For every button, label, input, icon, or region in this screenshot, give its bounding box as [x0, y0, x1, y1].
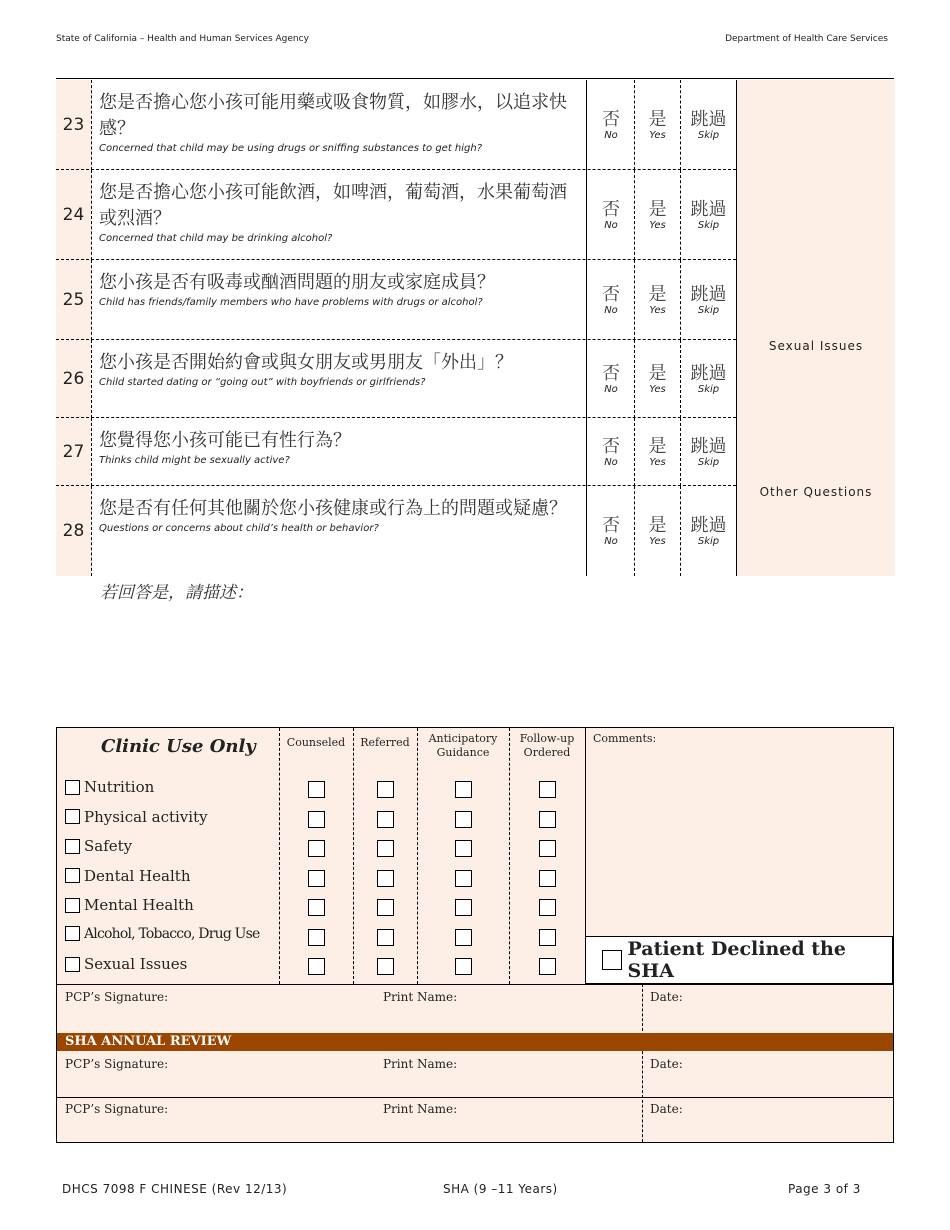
print-name-label: Print Name:	[383, 990, 458, 1004]
question-row	[56, 418, 894, 486]
answer-no[interactable]	[588, 418, 635, 486]
answer-no[interactable]	[588, 340, 635, 418]
checkbox-follow-up[interactable]	[539, 958, 556, 975]
clinic-topic-row[interactable]	[65, 896, 194, 914]
date-label: Date:	[650, 990, 683, 1004]
no-zh: 否	[602, 435, 620, 457]
clinic-topic-row[interactable]	[65, 808, 208, 826]
question-zh: 您小孩是否開始約會或與女朋友或男朋友「外出」？	[99, 352, 513, 373]
answer-skip[interactable]	[681, 486, 736, 576]
checkbox-anticipatory[interactable]	[455, 870, 472, 887]
skip-zh: 跳過	[690, 198, 727, 220]
checkbox-referred[interactable]	[377, 870, 394, 887]
question-number: 28	[56, 486, 92, 576]
checkbox-follow-up[interactable]	[539, 899, 556, 916]
answer-no[interactable]	[588, 260, 635, 340]
divider	[56, 78, 894, 79]
answer-skip[interactable]	[681, 170, 736, 260]
answer-skip[interactable]	[681, 418, 736, 486]
pcp-signature-label: PCP’s Signature:	[65, 1057, 169, 1071]
question-en: Thinks child might be sexually active?	[99, 455, 290, 466]
col-counseled: Counseled	[286, 736, 346, 749]
no-en: No	[604, 219, 618, 231]
no-zh: 否	[602, 362, 620, 384]
form-title: SHA (9 –11 Years)	[443, 1182, 558, 1196]
clinic-topic-row[interactable]	[65, 778, 154, 796]
skip-zh: 跳過	[690, 283, 727, 305]
answer-skip[interactable]	[681, 340, 736, 418]
yes-zh: 是	[648, 362, 667, 384]
checkbox-referred[interactable]	[377, 929, 394, 946]
question-number: 27	[56, 418, 92, 486]
checkbox-counseled[interactable]	[308, 840, 325, 857]
question-en: Concerned that child may be drinking alcohol?	[99, 233, 333, 244]
question-row	[56, 486, 894, 576]
no-en: No	[604, 383, 618, 395]
clinic-topic-row[interactable]	[65, 837, 132, 855]
checkbox[interactable]	[65, 839, 80, 854]
checkbox-counseled[interactable]	[308, 899, 325, 916]
section-other-questions: Other Questions	[759, 485, 873, 499]
skip-en: Skip	[697, 456, 720, 468]
checkbox-referred[interactable]	[377, 840, 394, 857]
checkbox[interactable]	[65, 868, 80, 883]
yes-zh: 是	[648, 514, 667, 536]
question-row	[56, 170, 894, 260]
yes-en: Yes	[649, 535, 666, 547]
col-anticipatory: Anticipatory Guidance	[428, 732, 498, 759]
pcp-signature-label: PCP’s Signature:	[65, 990, 169, 1004]
skip-en: Skip	[697, 383, 720, 395]
no-zh: 否	[602, 514, 620, 536]
question-number: 25	[56, 260, 92, 340]
question-row	[56, 260, 894, 340]
answer-no[interactable]	[588, 170, 635, 260]
skip-zh: 跳過	[690, 435, 727, 457]
answer-yes[interactable]	[635, 260, 681, 340]
checkbox-anticipatory[interactable]	[455, 899, 472, 916]
question-en: Concerned that child may be using drugs or sniffing substances to get high?	[99, 143, 483, 154]
no-en: No	[604, 304, 618, 316]
skip-en: Skip	[697, 304, 720, 316]
answer-yes[interactable]	[635, 486, 681, 576]
checkbox-referred[interactable]	[377, 958, 394, 975]
checkbox-referred[interactable]	[377, 781, 394, 798]
checkbox-counseled[interactable]	[308, 929, 325, 946]
no-en: No	[604, 129, 618, 141]
answer-yes[interactable]	[635, 340, 681, 418]
col-follow-up: Follow-up Ordered	[519, 732, 575, 759]
question-row	[56, 340, 894, 418]
no-zh: 否	[602, 198, 620, 220]
print-name-label: Print Name:	[383, 1057, 458, 1071]
checkbox-follow-up[interactable]	[539, 840, 556, 857]
checkbox-referred[interactable]	[377, 899, 394, 916]
form-number: DHCS 7098 F CHINESE (Rev 12/13)	[62, 1182, 288, 1196]
checkbox[interactable]	[65, 780, 80, 795]
topic-label: Physical activity	[84, 807, 208, 826]
topic-label: Sexual Issues	[84, 955, 188, 973]
checkbox-anticipatory[interactable]	[455, 811, 472, 828]
yes-en: Yes	[649, 456, 666, 468]
answer-no[interactable]	[588, 486, 635, 576]
checkbox-counseled[interactable]	[308, 781, 325, 798]
skip-en: Skip	[697, 535, 720, 547]
topic-label: Safety	[84, 837, 133, 855]
skip-zh: 跳過	[690, 514, 727, 536]
yes-en: Yes	[649, 219, 666, 231]
answer-no[interactable]	[588, 80, 635, 170]
agency-header: State of California – Health and Human Services Agency	[56, 34, 309, 44]
question-zh: 您是否擔心您小孩可能用藥或吸食物質，如膠水，以追求快感？	[99, 92, 567, 139]
page-number: Page 3 of 3	[788, 1182, 861, 1196]
question-number: 24	[56, 170, 92, 260]
clinic-topic-row[interactable]	[65, 867, 191, 885]
yes-en: Yes	[649, 383, 666, 395]
answer-yes[interactable]	[635, 80, 681, 170]
topic-label: Mental Health	[84, 896, 194, 914]
question-en: Child started dating or “going out” with boyfriends or girlfriends?	[99, 377, 426, 388]
date-label: Date:	[650, 1102, 683, 1116]
checkbox-counseled[interactable]	[308, 958, 325, 975]
yes-zh: 是	[648, 198, 667, 220]
topic-label: Nutrition	[84, 778, 155, 796]
question-en: Questions or concerns about child’s health or behavior?	[99, 523, 379, 534]
no-en: No	[604, 456, 618, 468]
question-zh: 您是否擔心您小孩可能飲酒，如啤酒，葡萄酒，水果葡萄酒或烈酒？	[99, 182, 567, 229]
checkbox[interactable]	[602, 950, 622, 970]
yes-zh: 是	[648, 283, 667, 305]
date-label: Date:	[650, 1057, 683, 1071]
checkbox-anticipatory[interactable]	[455, 840, 472, 857]
answer-yes[interactable]	[635, 418, 681, 486]
topic-label: Alcohol, Tobacco, Drug Use	[84, 925, 260, 942]
declined-label: Patient Declined the SHA	[627, 938, 846, 982]
checkbox[interactable]	[65, 957, 80, 972]
department-header: Department of Health Care Services	[725, 34, 888, 44]
yes-zh: 是	[648, 108, 667, 130]
question-en: Child has friends/family members who have problems with drugs or alcohol?	[99, 297, 483, 308]
skip-zh: 跳過	[690, 108, 727, 130]
clinic-use-section	[56, 727, 894, 1143]
comments-label: Comments:	[593, 732, 657, 745]
patient-declined-option[interactable]	[585, 936, 893, 984]
pcp-signature-label: PCP’s Signature:	[65, 1102, 169, 1116]
no-zh: 否	[602, 108, 620, 130]
no-zh: 否	[602, 283, 620, 305]
describe-label: 若回答是，請描述：	[100, 583, 253, 603]
clinic-title: Clinic Use Only	[101, 736, 256, 757]
yes-zh: 是	[648, 435, 667, 457]
question-row	[56, 80, 894, 170]
topic-label: Dental Health	[84, 866, 191, 885]
checkbox[interactable]	[65, 926, 80, 941]
checkbox[interactable]	[65, 898, 80, 913]
checkbox-follow-up[interactable]	[539, 929, 556, 946]
print-name-label: Print Name:	[383, 1102, 458, 1116]
answer-yes[interactable]	[635, 170, 681, 260]
checkbox-counseled[interactable]	[308, 870, 325, 887]
checkbox-anticipatory[interactable]	[455, 929, 472, 946]
col-referred: Referred	[360, 736, 410, 749]
annual-review-bar: SHA ANNUAL REVIEW	[57, 1033, 893, 1051]
yes-en: Yes	[649, 129, 666, 141]
checkbox-follow-up[interactable]	[539, 781, 556, 798]
checkbox-follow-up[interactable]	[539, 870, 556, 887]
checkbox-anticipatory[interactable]	[455, 958, 472, 975]
answer-skip[interactable]	[681, 80, 736, 170]
question-number: 23	[56, 80, 92, 170]
checkbox-referred[interactable]	[377, 811, 394, 828]
clinic-topic-row[interactable]	[65, 955, 187, 973]
yes-en: Yes	[649, 304, 666, 316]
checkbox-anticipatory[interactable]	[455, 781, 472, 798]
question-zh: 您是否有任何其他關於您小孩健康或行為上的問題或疑慮？	[99, 498, 567, 519]
question-number: 26	[56, 340, 92, 418]
clinic-topic-row[interactable]	[65, 926, 260, 942]
answer-skip[interactable]	[681, 260, 736, 340]
checkbox[interactable]	[65, 809, 80, 824]
question-zh: 您覺得您小孩可能已有性行為？	[99, 430, 351, 451]
checkbox-counseled[interactable]	[308, 811, 325, 828]
no-en: No	[604, 535, 618, 547]
question-zh: 您小孩是否有吸毒或酗酒問題的朋友或家庭成員？	[99, 272, 495, 293]
skip-en: Skip	[697, 219, 720, 231]
skip-zh: 跳過	[690, 362, 727, 384]
skip-en: Skip	[697, 129, 720, 141]
section-sexual-issues: Sexual Issues	[768, 339, 864, 353]
checkbox-follow-up[interactable]	[539, 811, 556, 828]
